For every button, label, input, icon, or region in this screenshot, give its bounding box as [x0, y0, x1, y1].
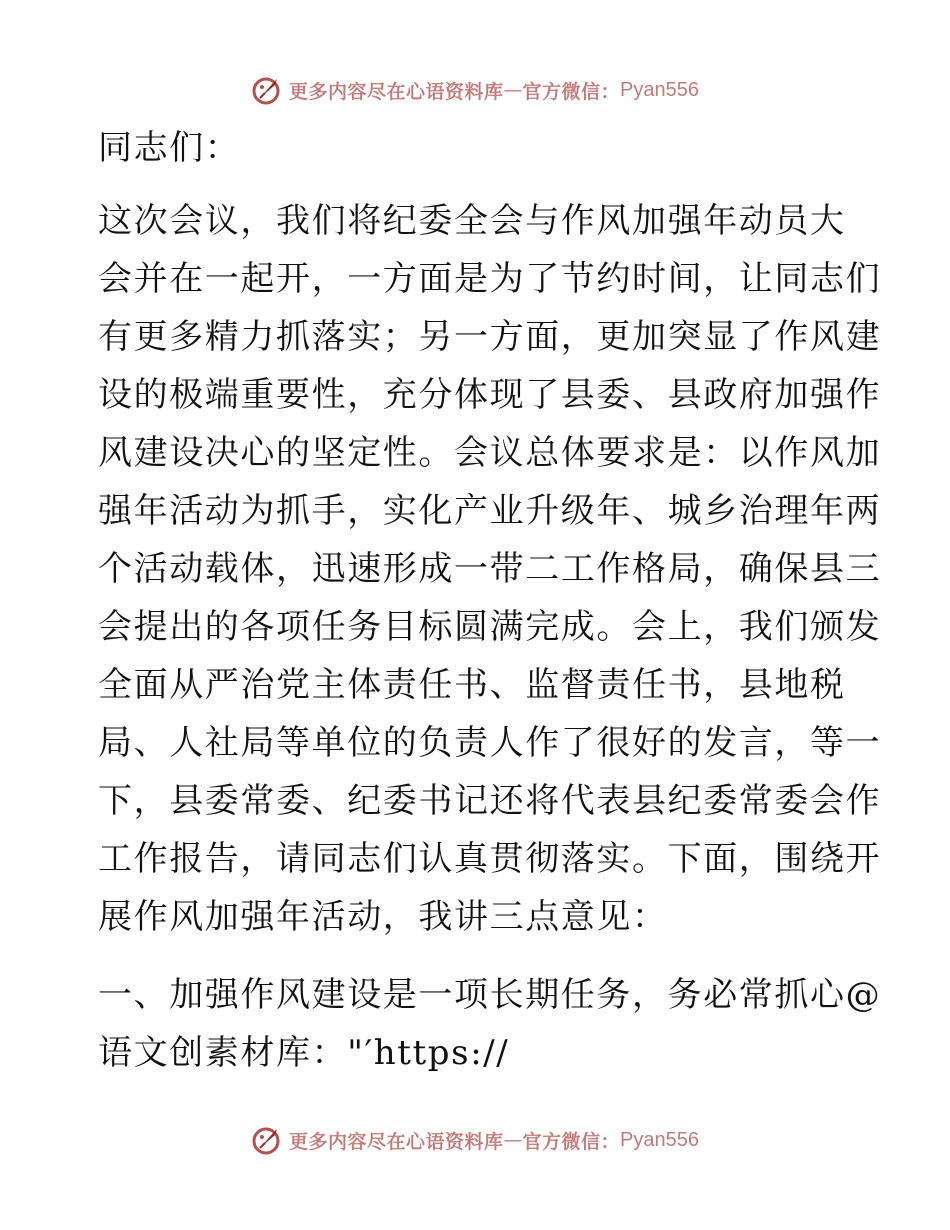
salutation-line: 同志们： — [98, 128, 241, 168]
paragraph-line: 展作风加强年活动，我讲三点意见： — [98, 897, 668, 937]
paragraph-line: 强年活动为抓手，实化产业升级年、城乡治理年两 — [98, 491, 882, 531]
footer-watermark — [0, 1120, 950, 1160]
header-watermark — [0, 70, 950, 110]
paragraph-line: 个活动载体，迅速形成一带二工作格局，确保县三 — [98, 549, 882, 589]
watermark-official-label: 官方微信： — [522, 1130, 621, 1153]
paragraph-line: 设的极端重要性，充分体现了县委、县政府加强作 — [98, 375, 882, 415]
paragraph-line: 局、人社局等单位的负责人作了很好的发言，等一 — [98, 723, 882, 763]
section-heading-line: 一、加强作风建设是一项长期任务，务必常抓心@ — [98, 975, 882, 1015]
paragraph-line: 下，县委常委、纪委书记还将代表县纪委常委会作 — [98, 781, 882, 821]
watermark-wechat-id: Pyan556 — [620, 1128, 699, 1151]
watermark-brand-text: 更多内容尽在心语资料库 — [289, 80, 504, 103]
watermark-separator: — — [503, 1129, 523, 1151]
watermark-brand-text: 更多内容尽在心语资料库 — [289, 1130, 504, 1153]
paragraph-line: 这次会议，我们将纪委全会与作风加强年动员大 — [98, 201, 846, 241]
paragraph-line: 风建设决心的坚定性。会议总体要求是：以作风加 — [98, 433, 882, 473]
watermark-official-label: 官方微信： — [522, 80, 621, 103]
paragraph-line: 有更多精力抓落实；另一方面，更加突显了作风建 — [98, 317, 882, 357]
watermark-separator: — — [503, 79, 523, 101]
paragraph-line: 全面从严治党主体责任书、监督责任书，县地税 — [98, 665, 846, 705]
paragraph-line: 会提出的各项任务目标圆满完成。会上，我们颁发 — [98, 607, 882, 647]
paragraph-line: 会并在一起开，一方面是为了节约时间，让同志们 — [98, 259, 882, 299]
paragraph-line: 工作报告，请同志们认真贯彻落实。下面，围绕开 — [98, 839, 882, 879]
watermark-wechat-id: Pyan556 — [620, 78, 699, 101]
quill-pen-in-circle-icon — [251, 1124, 283, 1156]
section-heading-line: 语文创素材库："′https:// — [98, 1033, 510, 1073]
quill-pen-in-circle-icon — [251, 74, 283, 106]
